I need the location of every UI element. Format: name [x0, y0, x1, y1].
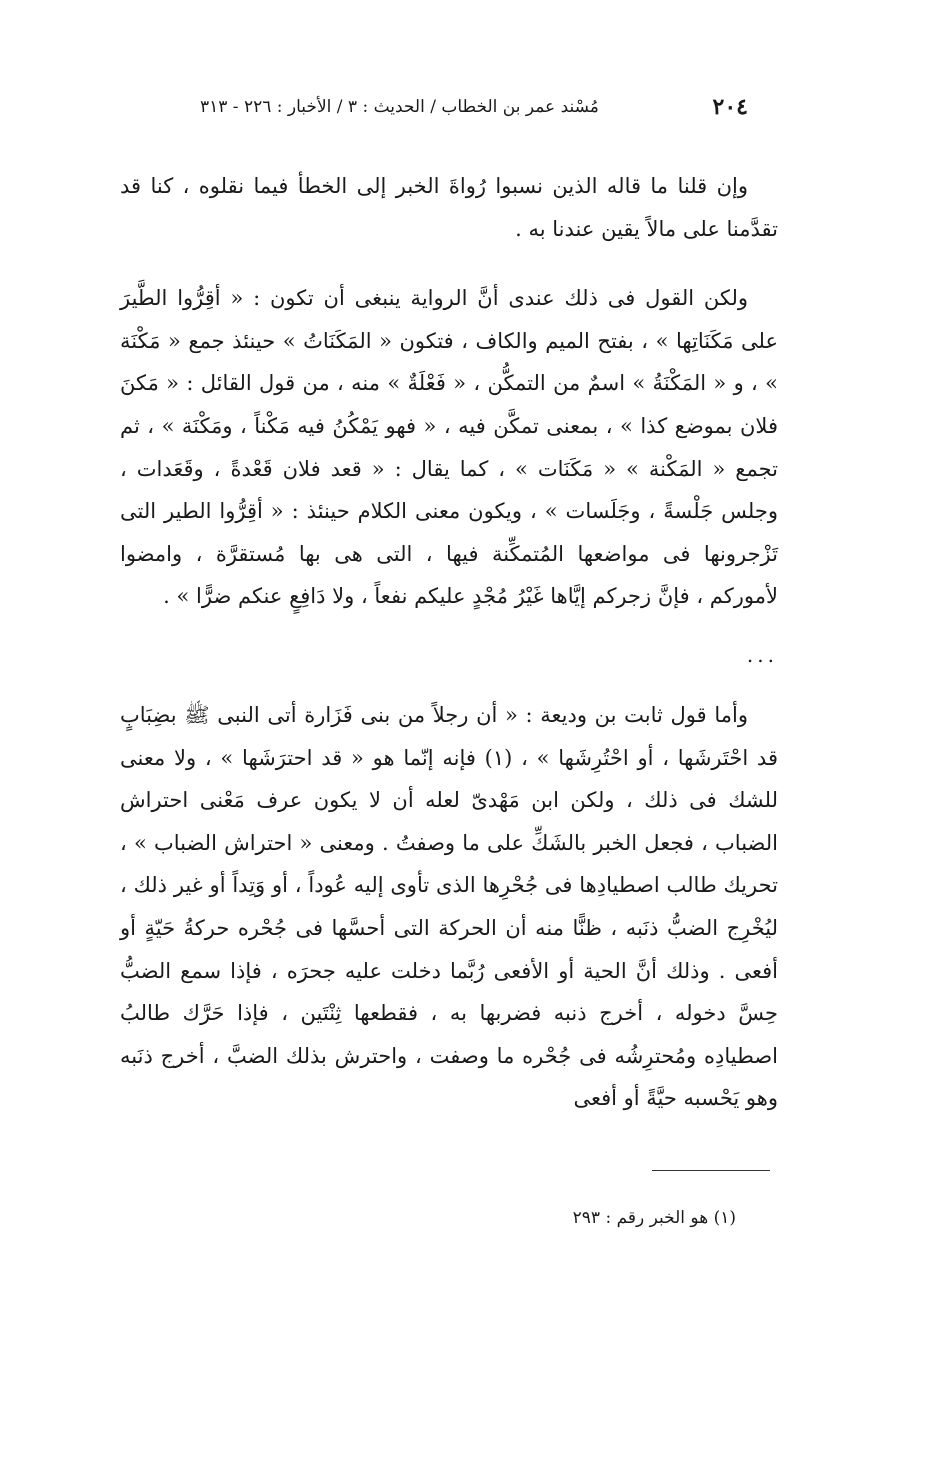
footnote: (١) هو الخبر رقم : ٢٩٣ [572, 1208, 736, 1228]
page-body [120, 165, 778, 1120]
running-head: مُسْند عمر بن الخطاب / الحديث : ٣ / الأخبار : ٢٢٦ - ٣١٣ [200, 97, 599, 117]
footnote-rule [652, 1170, 770, 1171]
page-number: ٢٠٤ [712, 94, 748, 120]
paragraph-1: وإن قلنا ما قاله الذين نسبوا رُواةَ الخبر إلى الخطأ فيما نقلوه ، كنا قد تقدَّمنا على مالاً يقين عندنا به . [120, 174, 778, 241]
page-header [200, 92, 748, 122]
paragraph-2: ولكن القول فى ذلك عندى أنَّ الرواية ينبغى أن تكون : « أقِرُّوا الطَّيرَ على مَكَنَاتِها » ، بفتح الميم والكاف ، فتكون « المَكَنَاتُ » حينئذ جمع « مَكْنَة » ، و « المَكْنَةُ » اسمٌ من التمكُّن ، « فَعْلَةٌ » منه ، من قول القائل : « مَكنَ فلان بموضع كذا » ، بمعنى تمكَّن فيه ، « فهو يَمْكُنُ فيه مَكْناً ، ومَكْنَة » ، ثم تجمع « المَكْنة » « مَكَنَات » ، كما يقال : « قعد فلان قَعْدةً ، وقَعَدات ، وجلس جَلْسةً ، وجَلَسات » ، ويكون معنى الكلام حينئذ : « أقِرُّوا الطير التى تَزْجرونها فى مواضعها المُتمكِّنة فيها ، التى هى بها مُستقرَّة ، وامضوا لأموركم ، فإنَّ زجركم إيَّاها غَيْرُ مُجْدٍ عليكم نفعاً ، ولا دَافِعٍ عنكم ضرًّا » . [120, 286, 778, 609]
paragraph-3: وأما قول ثابت بن وديعة : « أن رجلاً من بنى فَزَارة أتى النبى ﷺ بضِبَابٍ قد احْتَرشَها ، أو احْتُرِشَها » ، (١) فإنه إنّما هو « قد احترَشَها » ، ولا معنى للشك فى ذلك ، ولكن ابن مَهْدىّ لعله أن لا يكون عرف مَعْنى احتراش الضباب ، فجعل الخبر بالشَكِّ على ما وصفتُ . ومعنى « احتراش الضباب » ، تحريك طالب اصطيادِها فى جُحْرِها الذى تأوى إليه عُوداً ، أو وَتِداً أو غير ذلك ، ليُخْرِج الضبُّ ذنَبه ، ظنًّا منه أن الحركة التى أحسَّها فى جُحْره حركةُ حَيّةٍ أو أفعى . وذلك أنَّ الحية أو الأفعى رُبَّما دخلت عليه جحرَه ، فإذا سمع الضبُّ حِسَّ دخوله ، أخرج ذنبه فضربها به ، فقطعها ثِنْتَين ، فإذا حَرَّك طالبُ اصطيادِه ومُحترِشُه فى جُحْره ما وصفت ، واحترش بذلك الضبَّ ، أخرج ذنَبه وهو يَحْسبه حيَّةً أو أفعى [120, 702, 778, 1111]
section-separator: ... [746, 642, 778, 667]
